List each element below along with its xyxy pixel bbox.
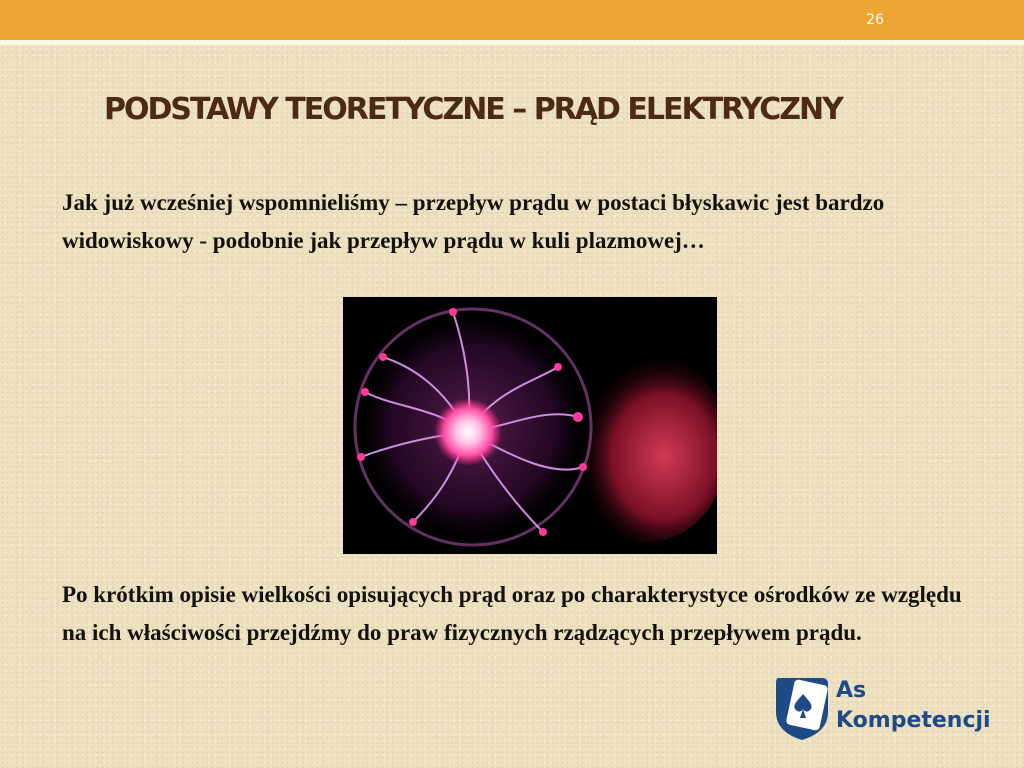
slide-number: 26 <box>866 12 884 28</box>
slide-title: PODSTAWY TEORETYCZNE – PRĄD ELEKTRYCZNY <box>104 92 842 127</box>
as-kompetencji-logo <box>770 672 1010 752</box>
plasma-ball-photo <box>343 297 717 554</box>
summary-paragraph: Po krótkim opisie wielkości opisujących prąd oraz po charakterystyce ośrodków ze względu na ich właściwości przejdźmy do praw fizycznych rządzących przepływem prądu. <box>62 582 962 645</box>
logo-line-1: As <box>836 678 867 703</box>
intro-paragraph: Jak już wcześniej wspomnieliśmy – przepływ prądu w postaci błyskawic jest bardzo widowiskowy - podobnie jak przepływ prądu w kuli plazmowej… <box>62 190 885 253</box>
ace-card-icon <box>770 672 834 744</box>
top-divider <box>0 40 1024 45</box>
logo-text <box>836 676 991 736</box>
logo-line-2: Kompetencji <box>836 708 991 733</box>
